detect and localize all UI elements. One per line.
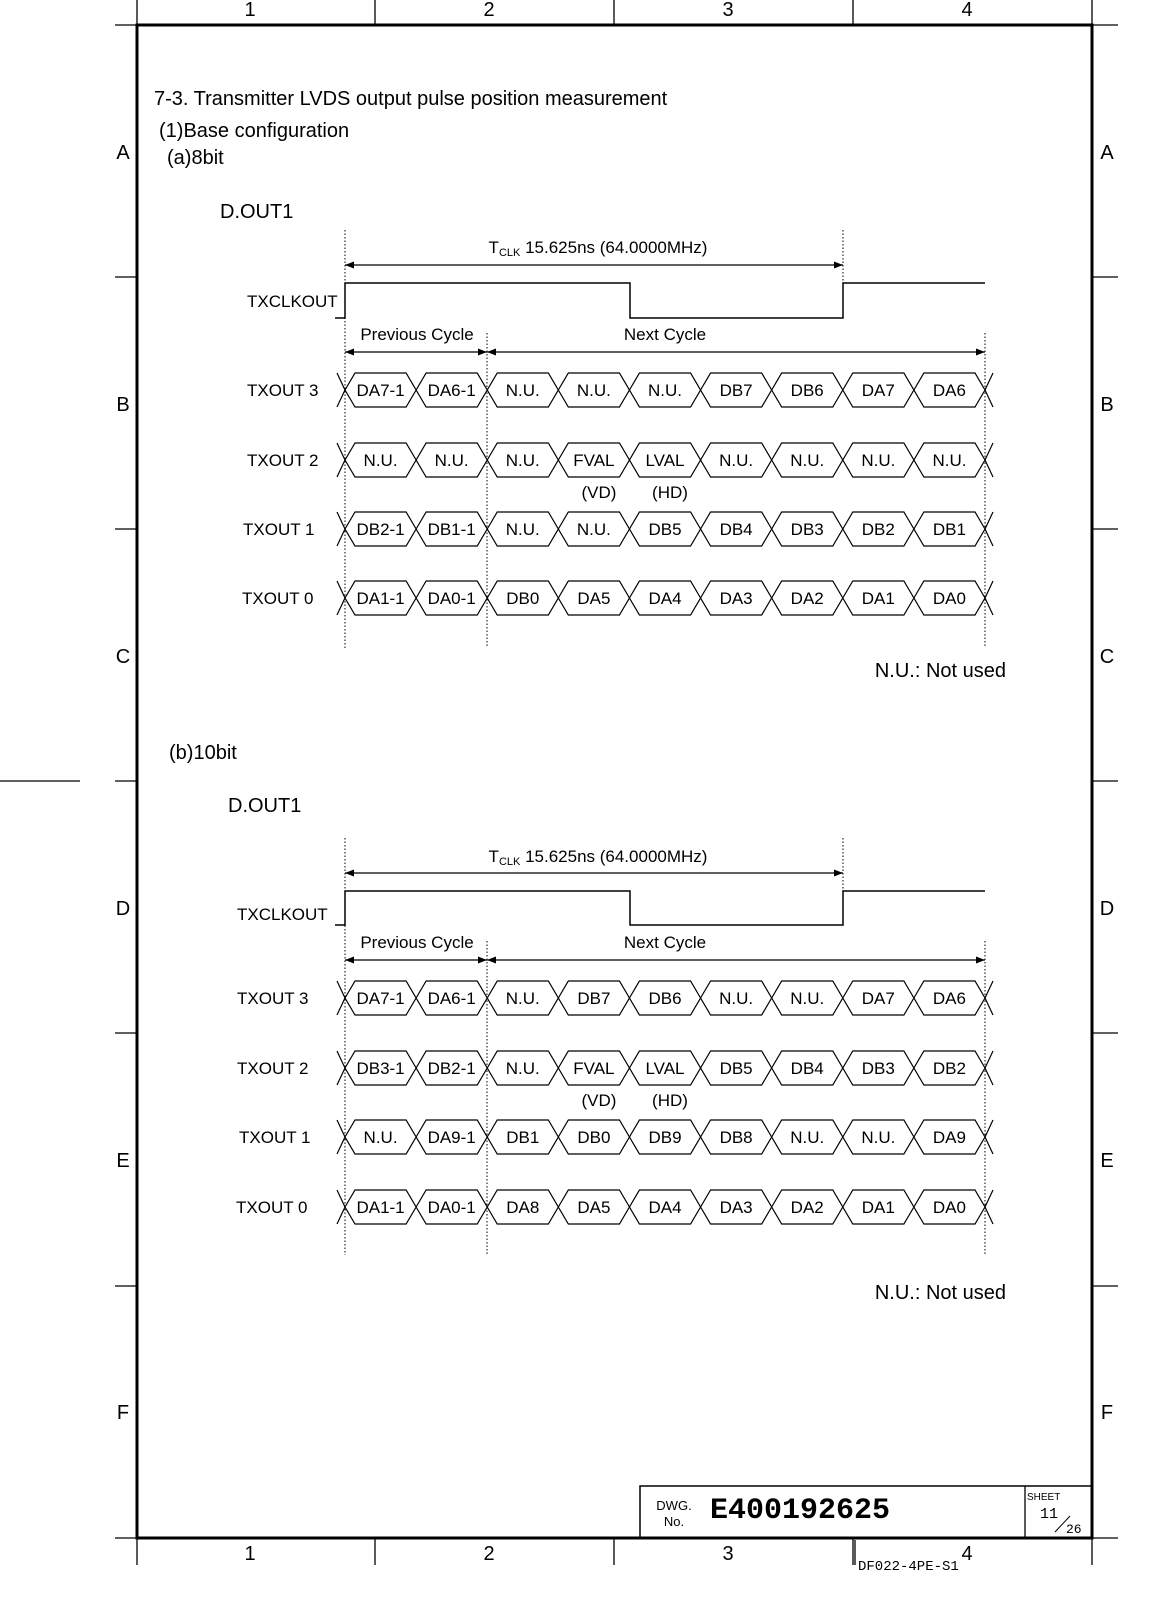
data-cell-label: DB2 xyxy=(861,520,895,539)
data-cell-label: DA5 xyxy=(577,1198,611,1217)
transition-stub xyxy=(337,581,345,598)
transition-stub xyxy=(985,598,993,615)
transition-stub xyxy=(985,1068,993,1085)
lane-label: TXOUT 3 xyxy=(237,989,309,1008)
tclk-label: TCLK 15.625ns (64.0000MHz) xyxy=(488,238,708,259)
lane-label: TXOUT 3 xyxy=(247,381,319,400)
column-label-top: 4 xyxy=(961,0,973,21)
data-cell-label: DA9 xyxy=(932,1128,966,1147)
data-cell-label: DA7 xyxy=(861,381,895,400)
data-cell-label: DA8 xyxy=(506,1198,540,1217)
note-hd: (HD) xyxy=(652,483,688,502)
sheet-number: 11 xyxy=(1040,1506,1059,1523)
arrow-head-right xyxy=(976,957,985,964)
data-cell-label: N.U. xyxy=(363,1128,398,1147)
transition-stub xyxy=(985,373,993,390)
previous-cycle-label: Previous Cycle xyxy=(360,933,474,952)
data-cell-label: N.U. xyxy=(505,451,540,470)
data-cell-label: DA7-1 xyxy=(356,989,405,1008)
transition-stub xyxy=(337,512,345,529)
sheet-total: 26 xyxy=(1066,1522,1082,1537)
data-cell-label: N.U. xyxy=(861,451,896,470)
transition-stub xyxy=(337,598,345,615)
arrow-head-right xyxy=(834,870,843,877)
arrow-head-left xyxy=(345,349,354,356)
lane-label: TXOUT 0 xyxy=(242,589,314,608)
output-label: D.OUT1 xyxy=(228,795,302,817)
data-cell-label: DB3-1 xyxy=(356,1059,405,1078)
data-cell-label: N.U. xyxy=(790,989,825,1008)
sheet-label: SHEET xyxy=(1027,1492,1061,1503)
row-label-right: A xyxy=(1100,142,1114,164)
row-label-left: B xyxy=(116,394,130,416)
transition-stub xyxy=(337,1120,345,1137)
transition-stub xyxy=(337,1137,345,1154)
data-cell-label: N.U. xyxy=(576,381,611,400)
lane-label: TXOUT 2 xyxy=(247,451,319,470)
data-cell-label: DB5 xyxy=(648,520,682,539)
lane-label: TXOUT 1 xyxy=(243,520,315,539)
drawing-number: E400192625 xyxy=(710,1494,891,1528)
subsection-title: (1)Base configuration xyxy=(159,120,350,142)
data-cell-label: LVAL xyxy=(645,1059,685,1078)
transition-stub xyxy=(337,529,345,546)
note-hd: (HD) xyxy=(652,1091,688,1110)
transition-stub xyxy=(985,1051,993,1068)
transition-stub xyxy=(985,1120,993,1137)
data-cell-label: DA5 xyxy=(577,589,611,608)
data-cell-label: DB0 xyxy=(577,1128,611,1147)
data-cell-label: N.U. xyxy=(363,451,398,470)
next-cycle-label: Next Cycle xyxy=(623,933,707,952)
data-cell-label: N.U. xyxy=(719,989,754,1008)
data-cell-label: DB7 xyxy=(719,381,753,400)
note-vd: (VD) xyxy=(581,1091,617,1110)
transition-stub xyxy=(985,529,993,546)
data-cell-label: DA0-1 xyxy=(427,1198,476,1217)
form-number: DF022-4PE-S1 xyxy=(858,1559,959,1575)
dwg-label: DWG. xyxy=(656,1498,692,1513)
legend-not-used: N.U.: Not used xyxy=(874,1282,1006,1304)
transition-stub xyxy=(337,1190,345,1207)
clock-signal-label: TXCLKOUT xyxy=(247,292,338,311)
previous-cycle-label: Previous Cycle xyxy=(360,325,474,344)
section-label: (b)10bit xyxy=(169,742,237,764)
row-label-right: B xyxy=(1100,394,1114,416)
arrow-head-right xyxy=(478,957,487,964)
column-label-top: 1 xyxy=(244,0,256,21)
arrow-head-left xyxy=(345,957,354,964)
transition-stub xyxy=(337,1068,345,1085)
transition-stub xyxy=(985,1207,993,1224)
data-cell-label: N.U. xyxy=(648,381,682,400)
tclk-label: TCLK 15.625ns (64.0000MHz) xyxy=(488,847,708,868)
section-label: (a)8bit xyxy=(167,147,224,169)
data-cell-label: DA1 xyxy=(861,1198,895,1217)
transition-stub xyxy=(337,981,345,998)
transition-stub xyxy=(985,443,993,460)
transition-stub xyxy=(337,1051,345,1068)
row-label-left: F xyxy=(116,1402,130,1424)
data-cell-label: DB0 xyxy=(506,589,540,608)
data-cell-label: N.U. xyxy=(434,451,469,470)
data-cell-label: DA1 xyxy=(861,589,895,608)
column-label-top: 3 xyxy=(722,0,734,21)
data-cell-label: N.U. xyxy=(576,520,611,539)
transition-stub xyxy=(337,1207,345,1224)
data-cell-label: DA0-1 xyxy=(427,589,476,608)
arrow-head-right xyxy=(976,349,985,356)
data-cell-label: DA6 xyxy=(932,381,966,400)
arrow-head-left xyxy=(345,870,354,877)
data-cell-label: N.U. xyxy=(505,520,540,539)
data-cell-label: DA3 xyxy=(719,1198,753,1217)
data-cell-label: DA7 xyxy=(861,989,895,1008)
data-cell-label: DA4 xyxy=(648,589,682,608)
data-cell-label: DA7-1 xyxy=(356,381,405,400)
row-label-right: D xyxy=(1099,898,1115,920)
transition-stub xyxy=(337,390,345,407)
transition-stub xyxy=(985,390,993,407)
section-title: 7-3. Transmitter LVDS output pulse position measurement xyxy=(154,88,668,110)
data-cell-label: DA1-1 xyxy=(356,1198,405,1217)
row-label-left: A xyxy=(116,142,130,164)
data-cell-label: DA2 xyxy=(790,589,824,608)
row-label-right: E xyxy=(1100,1150,1114,1172)
transition-stub xyxy=(985,981,993,998)
transition-stub xyxy=(337,373,345,390)
clock-waveform xyxy=(335,283,985,318)
data-cell-label: DB8 xyxy=(719,1128,753,1147)
data-cell-label: DB1 xyxy=(506,1128,540,1147)
data-cell-label: DB5 xyxy=(719,1059,753,1078)
data-cell-label: DA0 xyxy=(932,1198,966,1217)
note-vd: (VD) xyxy=(581,483,617,502)
row-label-right: F xyxy=(1100,1402,1114,1424)
data-cell-label: DA4 xyxy=(648,1198,682,1217)
transition-stub xyxy=(985,460,993,477)
data-cell-label: DB7 xyxy=(577,989,611,1008)
data-cell-label: N.U. xyxy=(932,451,967,470)
row-label-left: E xyxy=(116,1150,130,1172)
output-label: D.OUT1 xyxy=(220,201,294,223)
data-cell-label: LVAL xyxy=(645,451,685,470)
transition-stub xyxy=(985,1137,993,1154)
row-label-right: C xyxy=(1099,646,1115,668)
legend-not-used: N.U.: Not used xyxy=(874,660,1006,682)
data-cell-label: DA1-1 xyxy=(356,589,405,608)
lane-label: TXOUT 2 xyxy=(237,1059,309,1078)
row-label-left: C xyxy=(115,646,131,668)
arrow-head-right xyxy=(834,262,843,269)
data-cell-label: DA3 xyxy=(719,589,753,608)
data-cell-label: FVAL xyxy=(573,1059,615,1078)
lane-label: TXOUT 1 xyxy=(239,1128,311,1147)
transition-stub xyxy=(985,998,993,1015)
no-label: No. xyxy=(663,1514,685,1529)
column-label-bottom: 1 xyxy=(244,1543,256,1565)
clock-waveform xyxy=(335,891,985,925)
data-cell-label: DA6-1 xyxy=(427,989,476,1008)
data-cell-label: DB4 xyxy=(719,520,753,539)
transition-stub xyxy=(985,581,993,598)
clock-signal-label: TXCLKOUT xyxy=(237,905,328,924)
column-label-bottom: 2 xyxy=(483,1543,495,1565)
arrow-head-left xyxy=(487,349,496,356)
row-label-left: D xyxy=(115,898,131,920)
data-cell-label: DB6 xyxy=(648,989,682,1008)
column-label-bottom: 3 xyxy=(722,1543,734,1565)
data-cell-label: DB9 xyxy=(648,1128,682,1147)
data-cell-label: DB2-1 xyxy=(427,1059,476,1078)
data-cell-label: DA6-1 xyxy=(427,381,476,400)
data-cell-label: DB1 xyxy=(932,520,966,539)
transition-stub xyxy=(985,1190,993,1207)
data-cell-label: DB6 xyxy=(790,381,824,400)
data-cell-label: DB2-1 xyxy=(356,520,405,539)
column-label-top: 2 xyxy=(483,0,495,21)
data-cell-label: N.U. xyxy=(790,451,825,470)
data-cell-label: N.U. xyxy=(861,1128,896,1147)
transition-stub xyxy=(337,460,345,477)
data-cell-label: DA2 xyxy=(790,1198,824,1217)
column-label-bottom: 4 xyxy=(961,1543,973,1565)
data-cell-label: N.U. xyxy=(719,451,754,470)
data-cell-label: DB2 xyxy=(932,1059,966,1078)
data-cell-label: FVAL xyxy=(573,451,615,470)
data-cell-label: N.U. xyxy=(790,1128,825,1147)
data-cell-label: N.U. xyxy=(505,1059,540,1078)
lane-label: TXOUT 0 xyxy=(236,1198,308,1217)
data-cell-label: N.U. xyxy=(505,989,540,1008)
next-cycle-label: Next Cycle xyxy=(623,325,707,344)
data-cell-label: DA9-1 xyxy=(427,1128,476,1147)
transition-stub xyxy=(337,443,345,460)
data-cell-label: DA0 xyxy=(932,589,966,608)
data-cell-label: DB3 xyxy=(861,1059,895,1078)
transition-stub xyxy=(985,512,993,529)
data-cell-label: DB1-1 xyxy=(427,520,476,539)
data-cell-label: N.U. xyxy=(505,381,540,400)
data-cell-label: DB4 xyxy=(790,1059,824,1078)
transition-stub xyxy=(337,998,345,1015)
arrow-head-left xyxy=(345,262,354,269)
data-cell-label: DA6 xyxy=(932,989,966,1008)
arrow-head-left xyxy=(487,957,496,964)
arrow-head-right xyxy=(478,349,487,356)
data-cell-label: DB3 xyxy=(790,520,824,539)
